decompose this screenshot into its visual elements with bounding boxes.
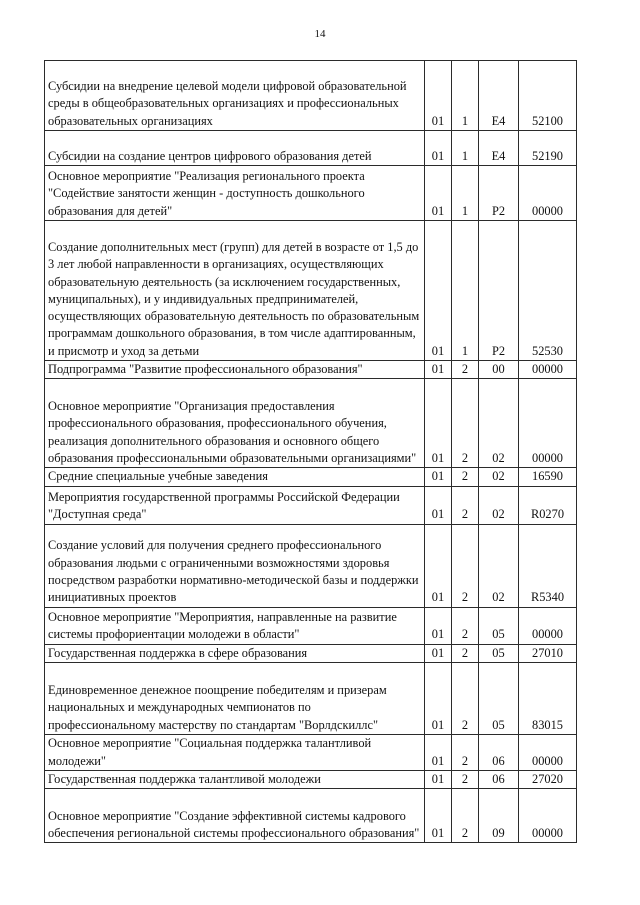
measure-code: 00 [479, 361, 519, 379]
table-row [45, 61, 577, 131]
program-code: 01 [425, 524, 452, 607]
direction-code: 27020 [519, 770, 577, 788]
program-code: 01 [425, 131, 452, 166]
program-code: 01 [425, 486, 452, 524]
row-name: Единовременное денежное поощрение победителям и призерам национальных и международных чемпионатов по профессиональному мастерству по стандартам "Ворлдскиллс" [45, 662, 425, 734]
program-code: 01 [425, 166, 452, 221]
subprogram-code: 2 [452, 486, 479, 524]
row-name: Государственная поддержка талантливой молодежи [45, 770, 425, 788]
measure-code: 02 [479, 468, 519, 486]
program-code: 01 [425, 734, 452, 770]
subprogram-code: 2 [452, 662, 479, 734]
table-row [45, 166, 577, 221]
subprogram-code: 1 [452, 131, 479, 166]
direction-code: 52530 [519, 221, 577, 361]
table-row [45, 131, 577, 166]
program-code: 01 [425, 770, 452, 788]
program-code: 01 [425, 361, 452, 379]
measure-code: 02 [479, 379, 519, 468]
measure-code: 06 [479, 770, 519, 788]
table-row [45, 770, 577, 788]
subprogram-code: 2 [452, 468, 479, 486]
direction-code: 00000 [519, 379, 577, 468]
row-name: Создание условий для получения среднего профессионального образования людьми с ограниченными возможностями здоровья посредством разработки нормативно-методической базы и поддержки инициативных проектов [45, 524, 425, 607]
budget-classification-table [44, 60, 577, 843]
table-row [45, 486, 577, 524]
direction-code: 00000 [519, 734, 577, 770]
direction-code: 00000 [519, 361, 577, 379]
row-name: Основное мероприятие "Организация предоставления профессионального образования, профессионального обучения, реализация дополнительного образования и основного общего образования профессиональными образовательными организациями" [45, 379, 425, 468]
table-row [45, 361, 577, 379]
row-name: Государственная поддержка в сфере образования [45, 644, 425, 662]
measure-code: E4 [479, 131, 519, 166]
row-name: Основное мероприятие "Создание эффективной системы кадрового обеспечения региональной системы профессионального образования" [45, 789, 425, 843]
table-row [45, 662, 577, 734]
direction-code: 00000 [519, 607, 577, 644]
program-code: 01 [425, 789, 452, 843]
measure-code: 05 [479, 607, 519, 644]
row-name: Основное мероприятие "Социальная поддержка талантливой молодежи" [45, 734, 425, 770]
subprogram-code: 2 [452, 379, 479, 468]
direction-code: 52100 [519, 61, 577, 131]
row-name: Подпрограмма "Развитие профессионального образования" [45, 361, 425, 379]
table-row [45, 524, 577, 607]
table-row [45, 607, 577, 644]
subprogram-code: 1 [452, 221, 479, 361]
row-name: Основное мероприятие "Мероприятия, направленные на развитие системы профориентации молодежи в области" [45, 607, 425, 644]
row-name: Основное мероприятие "Реализация регионального проекта "Содействие занятости женщин - доступность дошкольного образования для детей" [45, 166, 425, 221]
measure-code: 02 [479, 524, 519, 607]
direction-code: 52190 [519, 131, 577, 166]
row-name: Создание дополнительных мест (групп) для детей в возрасте от 1,5 до 3 лет любой направленности в организациях, осуществляющих образовательную деятельность (за исключением государственных, муниципальных), и у индивидуальных предпринимателей, осуществляющих образовательную деятельность по образовательным программам дошкольного образования, в том числе адаптированным, и присмотр и уход за детьми [45, 221, 425, 361]
program-code: 01 [425, 607, 452, 644]
subprogram-code: 2 [452, 524, 479, 607]
table-row [45, 221, 577, 361]
measure-code: 06 [479, 734, 519, 770]
direction-code: R0270 [519, 486, 577, 524]
subprogram-code: 2 [452, 644, 479, 662]
program-code: 01 [425, 379, 452, 468]
direction-code: 83015 [519, 662, 577, 734]
table-row [45, 789, 577, 843]
program-code: 01 [425, 468, 452, 486]
subprogram-code: 2 [452, 734, 479, 770]
direction-code: 16590 [519, 468, 577, 486]
row-name: Субсидии на внедрение целевой модели цифровой образовательной среды в общеобразовательных организациях и профессиональных образовательных организациях [45, 61, 425, 131]
measure-code: P2 [479, 221, 519, 361]
program-code: 01 [425, 221, 452, 361]
direction-code: 00000 [519, 789, 577, 843]
subprogram-code: 2 [452, 607, 479, 644]
subprogram-code: 1 [452, 166, 479, 221]
measure-code: 09 [479, 789, 519, 843]
subprogram-code: 1 [452, 61, 479, 131]
table-row [45, 734, 577, 770]
direction-code: 27010 [519, 644, 577, 662]
table-row [45, 644, 577, 662]
row-name: Мероприятия государственной программы Российской Федерации "Доступная среда" [45, 486, 425, 524]
table-row [45, 468, 577, 486]
subprogram-code: 2 [452, 361, 479, 379]
table-row [45, 379, 577, 468]
row-name: Субсидии на создание центров цифрового образования детей [45, 131, 425, 166]
program-code: 01 [425, 61, 452, 131]
row-name: Средние специальные учебные заведения [45, 468, 425, 486]
subprogram-code: 2 [452, 770, 479, 788]
measure-code: P2 [479, 166, 519, 221]
measure-code: E4 [479, 61, 519, 131]
program-code: 01 [425, 662, 452, 734]
program-code: 01 [425, 644, 452, 662]
subprogram-code: 2 [452, 789, 479, 843]
measure-code: 02 [479, 486, 519, 524]
page-number: 14 [314, 28, 326, 40]
measure-code: 05 [479, 662, 519, 734]
direction-code: R5340 [519, 524, 577, 607]
measure-code: 05 [479, 644, 519, 662]
direction-code: 00000 [519, 166, 577, 221]
